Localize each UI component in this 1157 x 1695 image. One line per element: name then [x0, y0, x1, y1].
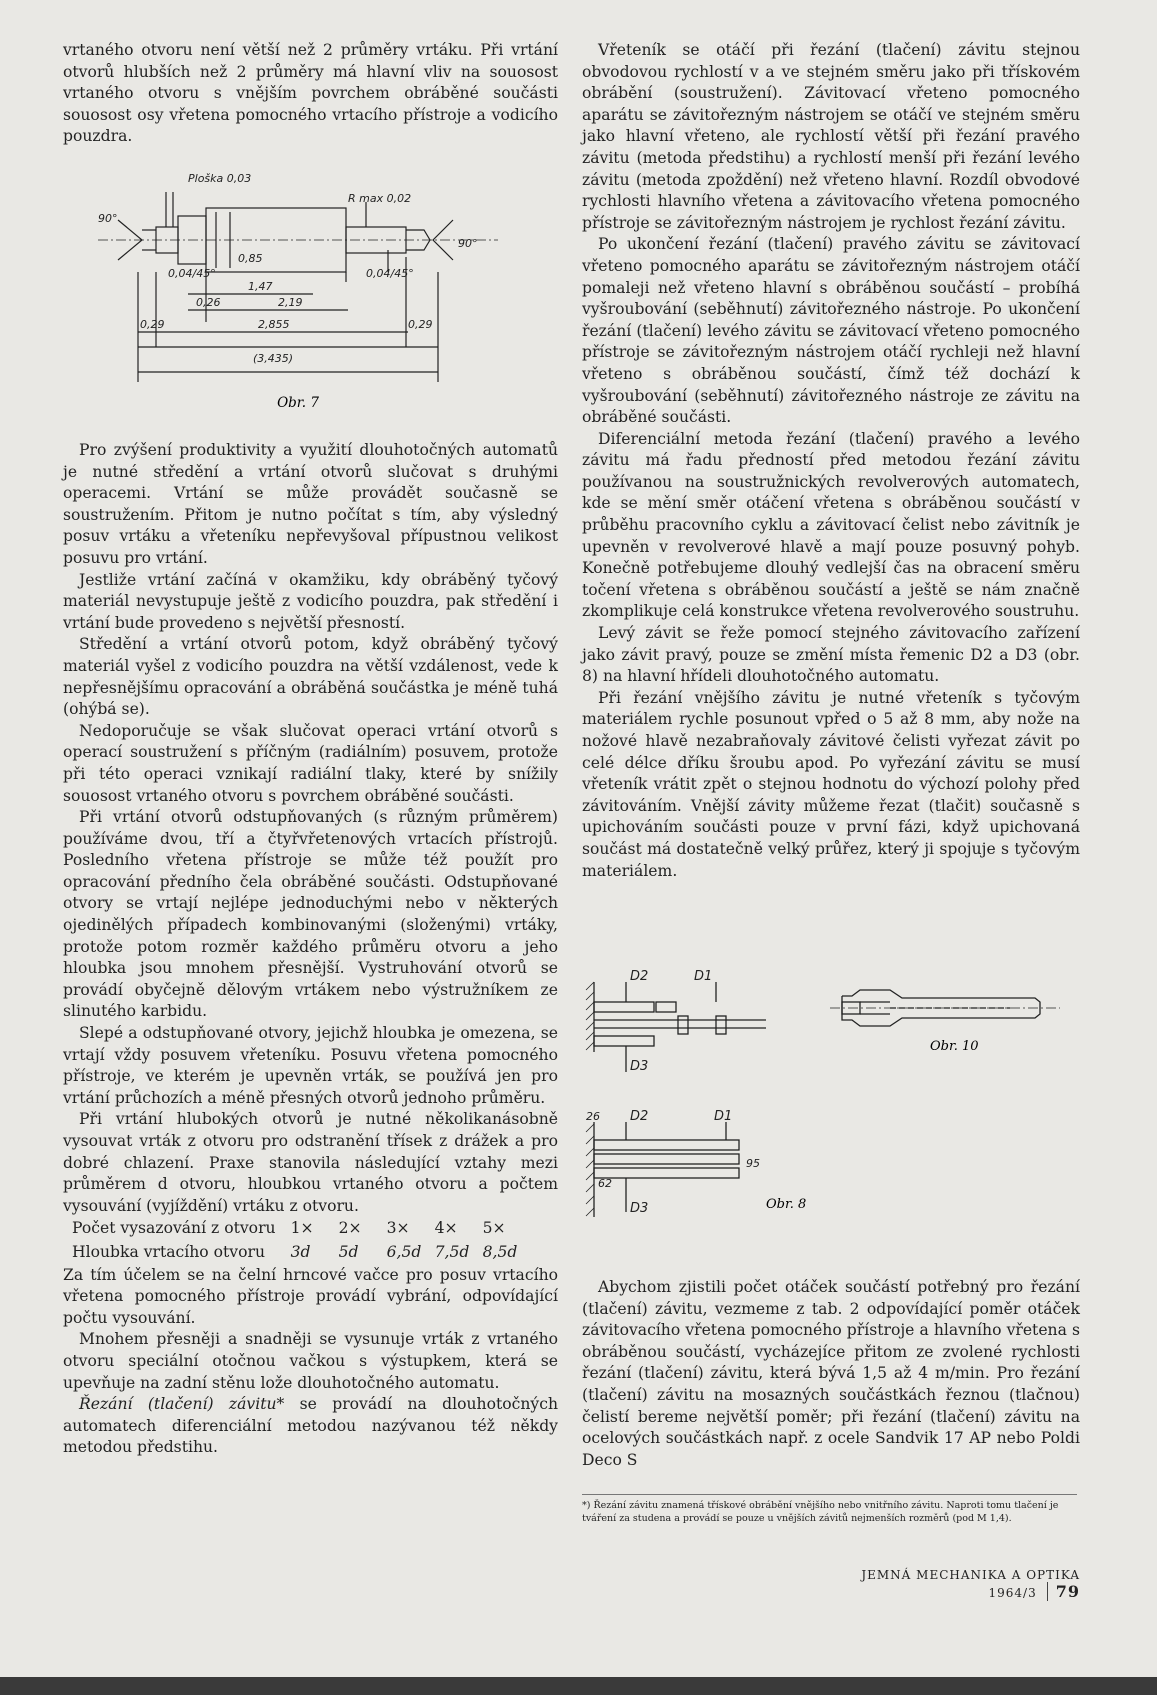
paragraph: Vřeteník se otáčí při řezání (tlačení) závitu stejnou obvodovou rychlostí v a ve stejném směru jako při třískovém obrábění (soustružení). Závitovací vřeteno pomocného aparátu se závitořezným nástrojem se otáčí ve stejném směru jako hlavní vřeteno, ale rychlostí větší při řezání pravého závitu (metoda předstihu) a rychlostí menší při řezání levého závitu (metoda zpoždění) než vřeteno hlavní. Rozdíl obvodové rychlosti hlavního vřetena a závitovacího vřetena pomocného přístroje se závitořezným nástrojem je rychlost řezání závitu.	[582, 41, 1080, 232]
fig8-label-26: 26	[586, 1110, 600, 1123]
fig7-label-l4: 0,26	[196, 296, 221, 309]
right-column-lower	[582, 1277, 1080, 1471]
fig7-label-chamfer-right: 0,04/45°	[366, 267, 414, 280]
fig7-label-l3: 2,855	[258, 318, 290, 331]
paragraph: Při řezání vnějšího závitu je nutné vřeteník s tyčovým materiálem rychle posunout vpřed o 5 až 8 mm, aby nože na nožové hlavě nezabraňovaly závitové čelisti vyřezat závit po celé délce dříku šroubu apod. Po vyřezání závitu se musí vřeteník vrátit zpět o stejnou hodnotu do výchozí polohy před závitováním. Vnější závity můžeme řezat (tlačit) současně s upichováním součásti pouze v první fázi, když upichovaná součást má dostatečně velký průřez, který ji spojuje s tyčovým materiálem.	[582, 688, 1080, 880]
figure-8	[586, 969, 807, 1232]
paragraph-text: se provádí na dlouhotočných automatech diferenciální metodou nazývanou též někdy metodou předstihu.	[63, 1395, 558, 1457]
table-cell: 3×	[386, 1219, 410, 1238]
fig7-label-ploska: Ploška 0,03	[188, 172, 252, 185]
fig8-label-d3-lower: D3	[630, 1201, 649, 1216]
left-column-lower	[63, 440, 558, 1459]
paragraph: Při vrtání hlubokých otvorů je nutné několikanásobně vysouvat vrták z otvoru pro odstranění třísek z drážek a pro dobré chlazení. Praxe stanovila následující vztahy mezi průměrem d otvoru, hloubkou vrtaného otvoru a počtem vysouvání (vyjíždění) vrtáku z otvoru.	[63, 1110, 558, 1215]
table-cell: 7,5d	[434, 1242, 470, 1261]
journal-name: JEMNÁ MECHANIKA A OPTIKA 1964/3	[861, 1568, 1080, 1600]
table-row	[71, 1217, 518, 1241]
section-heading: Řezání (tlačení) závitu*	[79, 1395, 285, 1414]
paragraph: Diferenciální metoda řezání (tlačení) pravého a levého závitu má řadu předností před metodou řezání závitu používanou na soustružnických revolverových automatech, kde se mění směr otáčení vřetena s obráběnou součástí v průběhu pracovního cyklu a závitovací čelist nebo závitník je upevněn v revolverové hlavě a mají pouze posuvný pohyb. Konečně potřebujeme dlouhý vedlejší čas na obracení směru točení vřetena s obráběnou součástí a ještě se nám značně zkomplikuje celá konstrukce vřetena revolverového soustruhu.	[582, 429, 1080, 621]
fig7-label-angle-left: 90°	[98, 212, 118, 225]
fig7-label-d4: 0,85	[238, 252, 263, 265]
fig8-caption: Obr. 8	[766, 1197, 807, 1212]
fig8-label-d1: D1	[694, 969, 713, 984]
table-cell: 2×	[338, 1219, 362, 1238]
fig8-label-d1-lower: D1	[714, 1109, 733, 1124]
table-cell: 5×	[482, 1219, 506, 1238]
paragraph	[63, 1394, 558, 1459]
fig7-label-angle-right: 90°	[458, 237, 478, 250]
table-cell: 5d	[338, 1242, 359, 1261]
data-table	[71, 1217, 518, 1264]
table-cell: 1×	[290, 1219, 314, 1238]
paragraph: Jestliže vrtání začíná v okamžiku, kdy obráběný tyčový materiál nevystupuje ještě z vodicího pouzdra, pak středění i vrtání bude provedeno s největší přesností.	[63, 570, 558, 632]
paragraph: Mnohem přesněji a snadněji se vysunuje vrták z vrtaného otvoru speciální otočnou vačkou s výstupkem, která se upevňuje na zadní stěnu lože dlouhotočného automatu.	[63, 1330, 558, 1392]
figure-10	[830, 978, 1060, 1058]
paragraph: Slepé a odstupňované otvory, jejichž hloubka je omezena, se vrtají vždy posuvem vřeteníku. Posuvu vřetena pomocného přístroje, ve kterém je upevněn vrták, se používá jen pro vrtání průchozích a méně přesných otvorů jednoho průměru.	[63, 1024, 558, 1107]
paragraph: Pro zvýšení produktivity a využití dlouhotočných automatů je nutné středění a vrtání otvorů slučovat s druhými operacemi. Vrtání se může provádět současně se soustružením. Přitom je nutno počítat s tím, aby výsledný posuv vrtáku a vřeteníku nepřevyšoval přípustnou velikost posuvu pro vrtání.	[63, 441, 558, 567]
figure-7	[98, 172, 518, 417]
paragraph: Za tím účelem se na čelní hrncové vačce pro posuv vrtacího vřetena pomocného přístroje provádí vybrání, odpovídající počtu vysouvání.	[63, 1265, 558, 1327]
fig7-caption: Obr. 7	[277, 395, 319, 411]
footnote: *) Řezání závitu znamená třískové obrábění vnějšího nebo vnitřního závitu. Naproti tomu tlačení je tváření za studena a provádí se pouze u vnějších závitů nejmenších rozměrů (pod M 1,4).	[582, 1494, 1077, 1525]
page-number: 79	[1047, 1582, 1080, 1601]
table-cell: 8,5d	[482, 1242, 518, 1261]
page-footer	[780, 1568, 1080, 1601]
fig7-label-chamfer-left: 0,04/45°	[168, 267, 216, 280]
fig7-label-total: (3,435)	[253, 352, 294, 365]
table-cell: Počet vysazování z otvoru	[72, 1219, 276, 1238]
fig10-caption: Obr. 10	[930, 1039, 979, 1054]
table-cell: 6,5d	[386, 1242, 422, 1261]
paragraph: Při vrtání otvorů odstupňovaných (s různým průměrem) používáme dvou, tří a čtyřvřetenových vrtacích přístrojů. Posledního vřetena přístroje se může též použít pro opracování předního čela obráběné součásti. Odstupňované otvory se vrtají nejlépe jednoduchými nebo v některých ojedinělých případech kombinovanými (složenými) vrtáky, protože potom rozměr každého průměru otvoru a jeho hloubka jsou mnohem přesnější. Vystruhování otvorů se provádí obyčejně dělovým vrtákem nebo výstružníkem ze slinutého karbidu.	[63, 808, 558, 1021]
paragraph: Nedoporučuje se však slučovat operaci vrtání otvorů s operací soustružení s příčným (radiálním) posuvem, protože při této operaci vznikají radiální tlaky, které by snížily souosost vrtaného otvoru s povrchem obráběné součásti.	[63, 721, 558, 805]
paragraph: Abychom zjistili počet otáček součástí potřebný pro řezání (tlačení) závitu, vezmeme z tab. 2 odpovídající poměr otáček závitovacího vřetena pomocného přístroje a hlavního vřetena s obráběnou součástí, vycházejíce přitom ze zvolené rychlosti řezání (tlačení) závitu, která bývá 1,5 až 4 m/min. Pro řezání (tlačení) závitu na mosazných součástkách řeznou (tlačnou) čelistí bereme největší poměr; při řezání (tlačení) závitu na ocelových součástkách např. z ocele Sandvik 17 AP nebo Poldi Deco S	[582, 1278, 1080, 1469]
fig7-label-l1: 1,47	[248, 280, 273, 293]
fig8-label-d2-lower: D2	[630, 1109, 649, 1124]
paragraph: Středění a vrtání otvorů potom, když obráběný tyčový materiál vyšel z vodicího pouzdra na větší vzdálenost, vede k nepřesnějšímu opracování a obráběná součástka je méně tuhá (ohýbá se).	[63, 635, 558, 719]
table-cell: 4×	[434, 1219, 458, 1238]
paragraph: vrtaného otvoru není větší než 2 průměry vrtáku. Při vrtání otvorů hlubších než 2 průměry má hlavní vliv na souosost vrtaného otvoru s vnějším povrchem obráběné součásti souosost osy vřetena pomocného vrtacího přístroje a vodicího pouzdra.	[63, 41, 558, 146]
scan-edge	[0, 1677, 1157, 1695]
fig8-label-62: 62	[598, 1177, 612, 1190]
left-column	[63, 40, 558, 148]
fig7-label-l6: 0,29	[408, 318, 433, 331]
fig7-label-l5: 0,29	[140, 318, 165, 331]
table-row	[71, 1241, 518, 1265]
fig8-label-95: 95	[746, 1157, 760, 1170]
paragraph: Po ukončení řezání (tlačení) pravého závitu se závitovací vřeteno pomocného aparátu se závitořezným nástrojem otáčí pomaleji než vřeteno hlavní s obráběnou součástí – probíhá vyšroubování (seběhnutí) závitořezného nástroje. Po ukončení řezání (tlačení) levého závitu se závitovací vřeteno pomocného přístroje se závitořezným nástrojem otáčí rychleji než hlavní vřeteno s obráběnou součástí, čímž též dochází k vyšroubování (seběhnutí) závitořezného nástroje ze závitu na obráběné součásti.	[582, 235, 1080, 427]
table-cell: Hloubka vrtacího otvoru	[72, 1242, 265, 1261]
table-cell: 3d	[290, 1242, 311, 1261]
fig7-label-rmax-right: R max 0,02	[348, 192, 412, 205]
fig7-label-l2: 2,19	[278, 296, 303, 309]
right-column	[582, 40, 1080, 882]
fig8-label-d3: D3	[630, 1059, 649, 1074]
fig8-label-d2: D2	[630, 969, 649, 984]
paragraph: Levý závit se řeže pomocí stejného závitovacího zařízení jako závit pravý, pouze se změní místa řemenic D2 a D3 (obr. 8) na hlavní hřídeli dlouhotočného automatu.	[582, 624, 1080, 686]
